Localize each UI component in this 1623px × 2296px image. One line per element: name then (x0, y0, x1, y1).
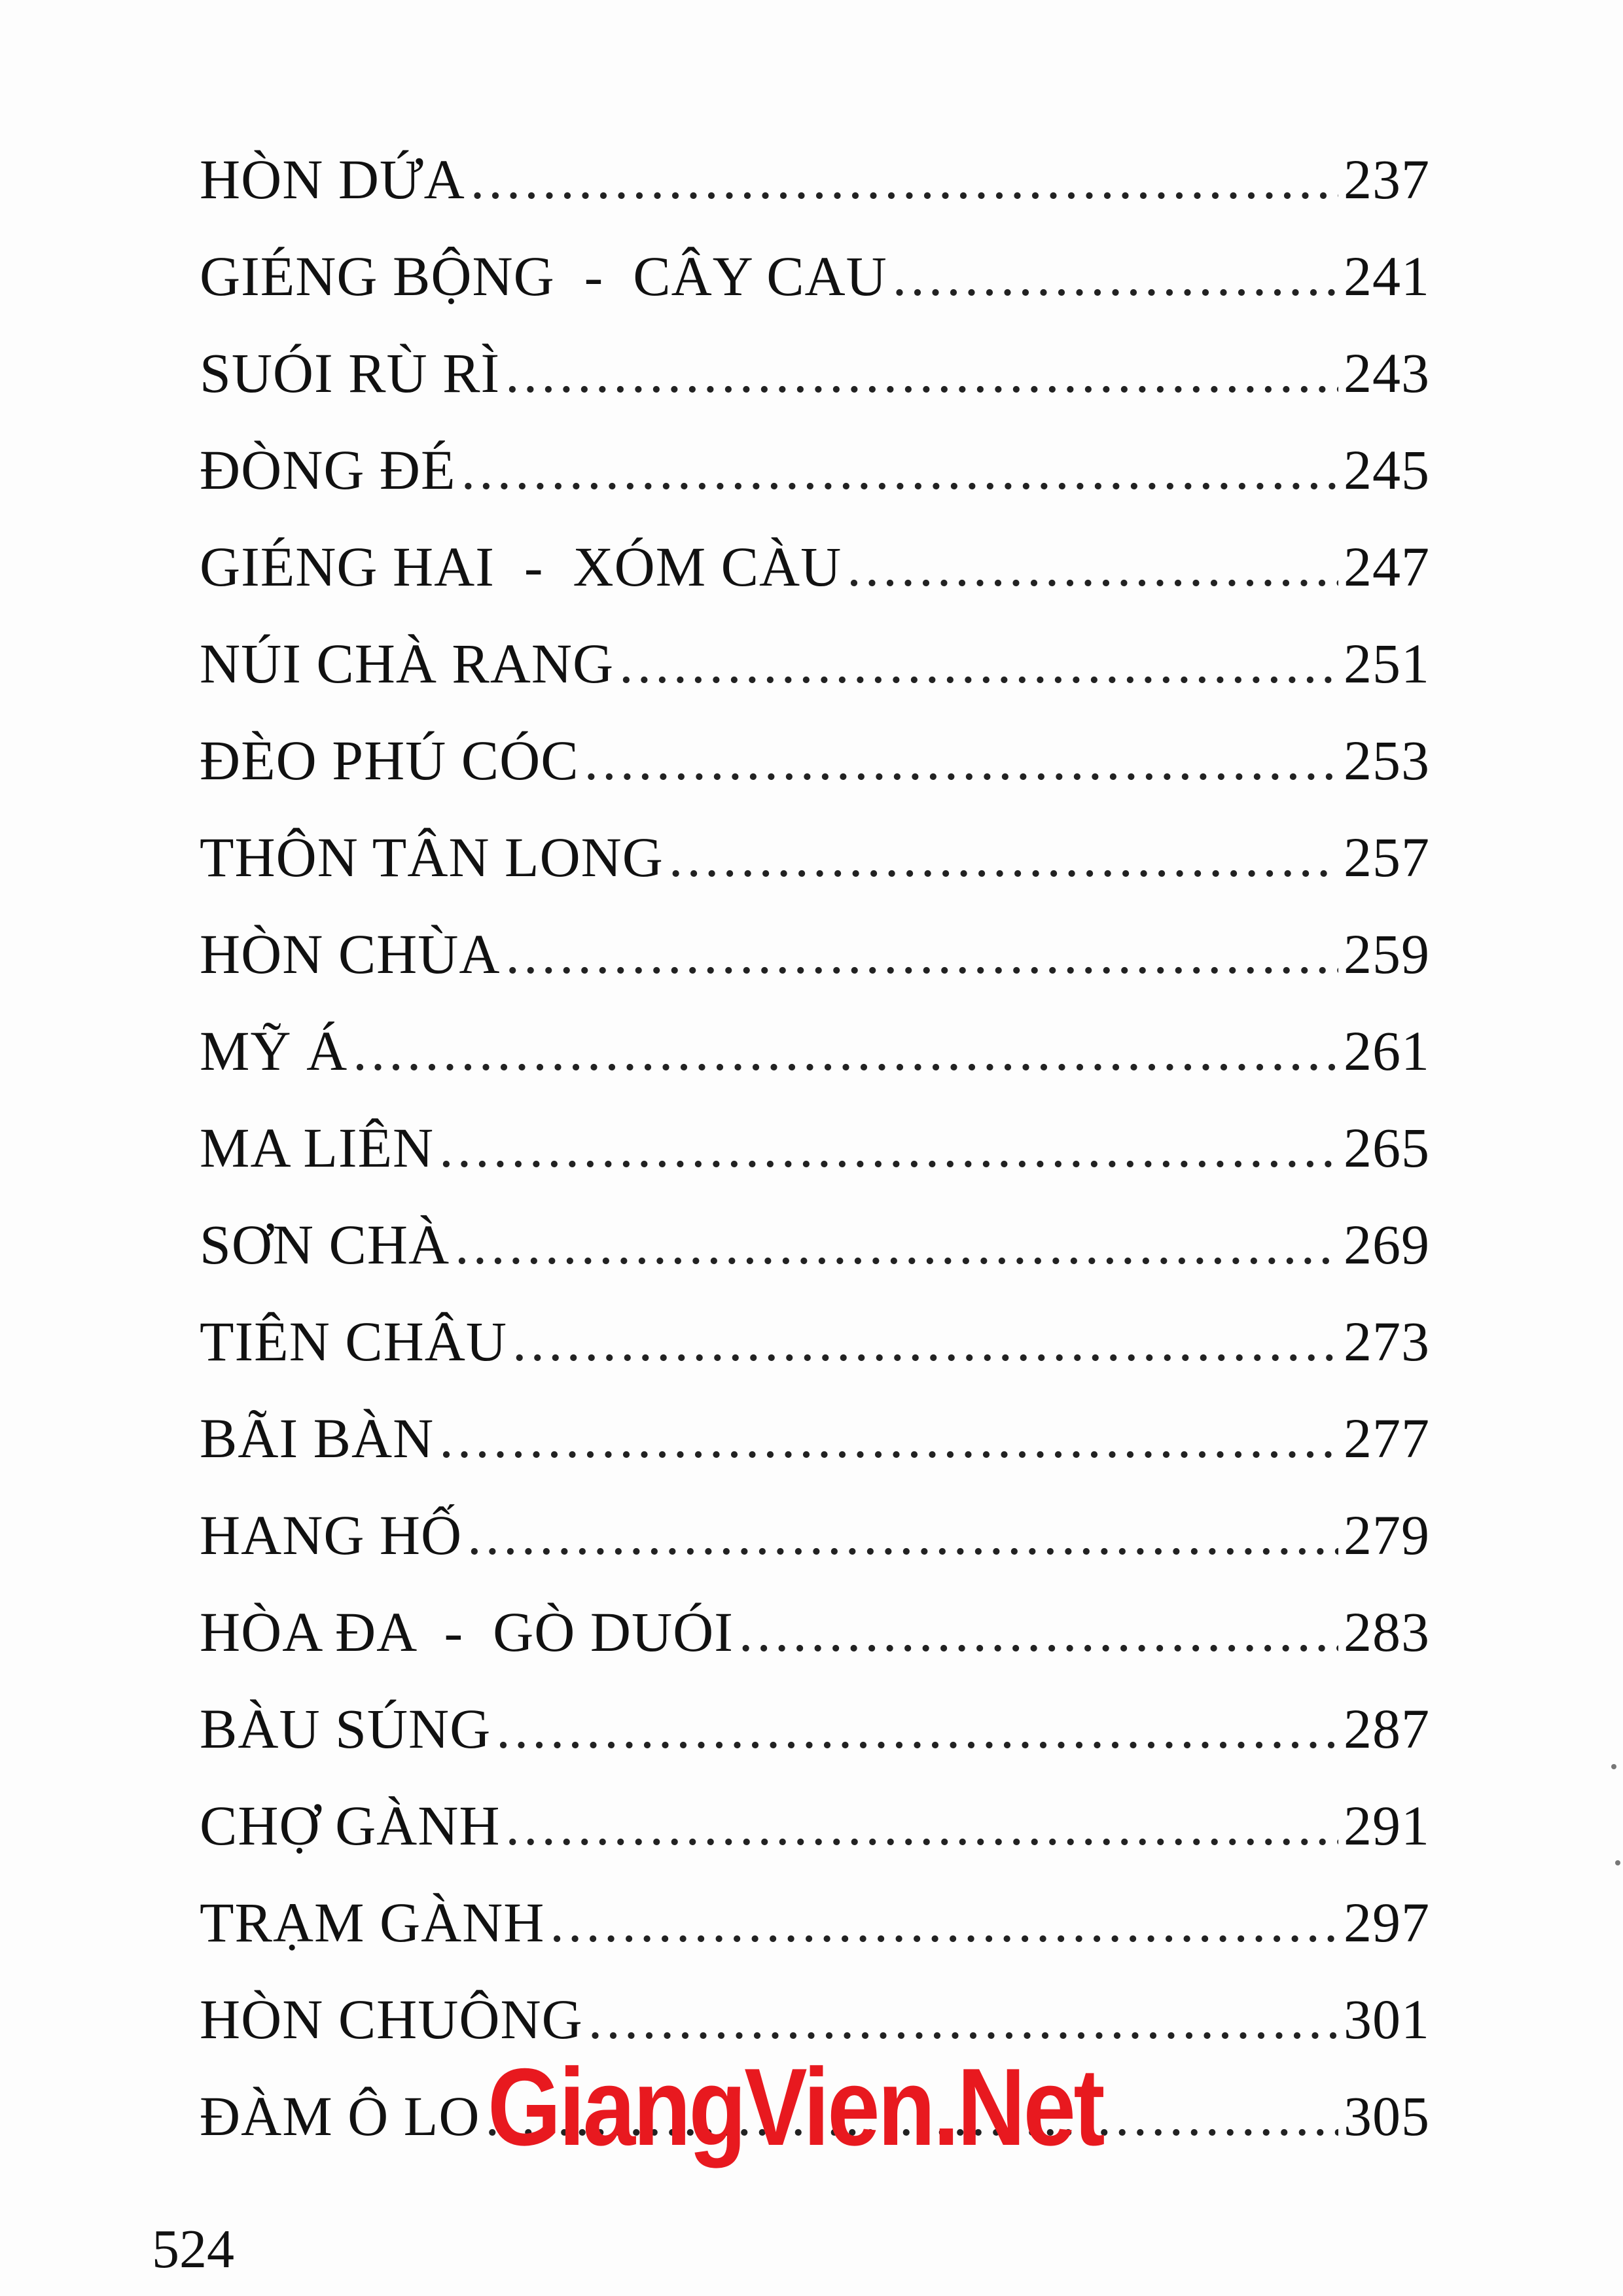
toc-entry-title: ĐÈO PHÚ CÓC (200, 729, 579, 792)
toc-entry-title: HÒN DỨA (200, 148, 465, 211)
toc-entry-page: 237 (1344, 148, 1430, 211)
dot-leader (619, 615, 1338, 712)
toc-entry-title: TRẠM GÀNH (200, 1891, 545, 1954)
toc-entry-title: SUÓI RÙ RÌ (200, 342, 501, 404)
toc-entry-title: MA LIÊN (200, 1116, 435, 1179)
toc-entry (200, 712, 1430, 809)
dot-leader (467, 1487, 1338, 1583)
toc-entry (200, 1583, 1430, 1680)
toc-entry-title: GIÉNG BỘNG - CÂY CAU (200, 245, 887, 308)
toc-entry-page: 301 (1344, 1988, 1430, 2051)
toc-entry-title: HÒN CHÙA (200, 923, 501, 985)
dot-leader (550, 1874, 1338, 1971)
watermark-logo: GiangVien.Net (488, 2045, 1103, 2168)
dot-leader (461, 421, 1338, 518)
toc-entry (200, 228, 1430, 325)
scan-speck (1615, 1860, 1620, 1865)
dot-leader (471, 131, 1338, 228)
toc-entry-title: MỸ Á (200, 1019, 348, 1082)
dot-leader (512, 1293, 1338, 1390)
toc-entry-page: 247 (1344, 535, 1430, 598)
toc-entry-title: GIÉNG HAI - XÓM CÀU (200, 535, 842, 598)
toc-entry-page: 297 (1344, 1891, 1430, 1954)
toc-entry-title: SƠN CHÀ (200, 1213, 450, 1276)
dot-leader (506, 906, 1339, 1002)
toc-entry-title: HÒA ĐA - GÒ DUÓI (200, 1600, 734, 1663)
dot-leader (739, 1583, 1338, 1680)
toc-entry-page: 253 (1344, 729, 1430, 792)
toc-entry-page: 245 (1344, 438, 1430, 501)
scan-speck (1611, 1764, 1616, 1769)
toc-entry (200, 1099, 1430, 1196)
toc-entry (200, 906, 1430, 1002)
dot-leader (439, 1099, 1338, 1196)
toc-entry (200, 1874, 1430, 1971)
dot-leader (506, 1777, 1339, 1874)
dot-leader (455, 1196, 1338, 1293)
toc-entry-title: ĐÀM Ô LO (200, 2085, 480, 2147)
toc-entry-title: CHỢ GÀNH (200, 1794, 501, 1857)
toc-entry-page: 273 (1344, 1310, 1430, 1373)
toc-entry (200, 1777, 1430, 1874)
table-of-contents (200, 131, 1430, 2164)
toc-entry-page: 305 (1344, 2085, 1430, 2147)
toc-entry-page: 265 (1344, 1116, 1430, 1179)
toc-entry-page: 243 (1344, 342, 1430, 404)
toc-entry (200, 615, 1430, 712)
toc-entry (200, 1002, 1430, 1099)
toc-entry-page: 261 (1344, 1019, 1430, 1082)
dot-leader (584, 712, 1338, 809)
toc-entry (200, 325, 1430, 421)
toc-entry-page: 291 (1344, 1794, 1430, 1857)
page-number: 524 (152, 2219, 234, 2280)
toc-entry-title: THÔN TÂN LONG (200, 826, 664, 889)
dot-leader (669, 809, 1338, 906)
toc-entry (200, 1487, 1430, 1583)
toc-entry-title: ĐÒNG ĐÉ (200, 438, 456, 501)
toc-entry (200, 518, 1430, 615)
toc-entry (200, 421, 1430, 518)
toc-entry-page: 277 (1344, 1407, 1430, 1470)
toc-entry-page: 283 (1344, 1600, 1430, 1663)
toc-entry-page: 259 (1344, 923, 1430, 985)
toc-entry-title: HÒN CHUÔNG (200, 1988, 583, 2051)
toc-entry-page: 241 (1344, 245, 1430, 308)
toc-entry-title: BÀU SÚNG (200, 1697, 491, 1760)
toc-entry-title: BÃI BÀN (200, 1407, 435, 1470)
toc-entry (200, 1293, 1430, 1390)
toc-entry-title: NÚI CHÀ RANG (200, 632, 615, 695)
dot-leader (847, 518, 1338, 615)
toc-entry (200, 131, 1430, 228)
toc-entry-page: 279 (1344, 1504, 1430, 1566)
dot-leader (439, 1390, 1338, 1487)
toc-entry-page: 269 (1344, 1213, 1430, 1276)
toc-entry (200, 1196, 1430, 1293)
toc-entry-page: 257 (1344, 826, 1430, 889)
toc-entry-title: HANG HỐ (200, 1504, 463, 1566)
toc-entry (200, 809, 1430, 906)
toc-entry-title: TIÊN CHÂU (200, 1310, 507, 1373)
dot-leader (353, 1002, 1338, 1099)
toc-entry (200, 1390, 1430, 1487)
toc-entry-page: 251 (1344, 632, 1430, 695)
dot-leader (893, 228, 1338, 325)
toc-entry (200, 1680, 1430, 1777)
toc-entry-page: 287 (1344, 1697, 1430, 1760)
dot-leader (496, 1680, 1338, 1777)
dot-leader (505, 325, 1338, 421)
